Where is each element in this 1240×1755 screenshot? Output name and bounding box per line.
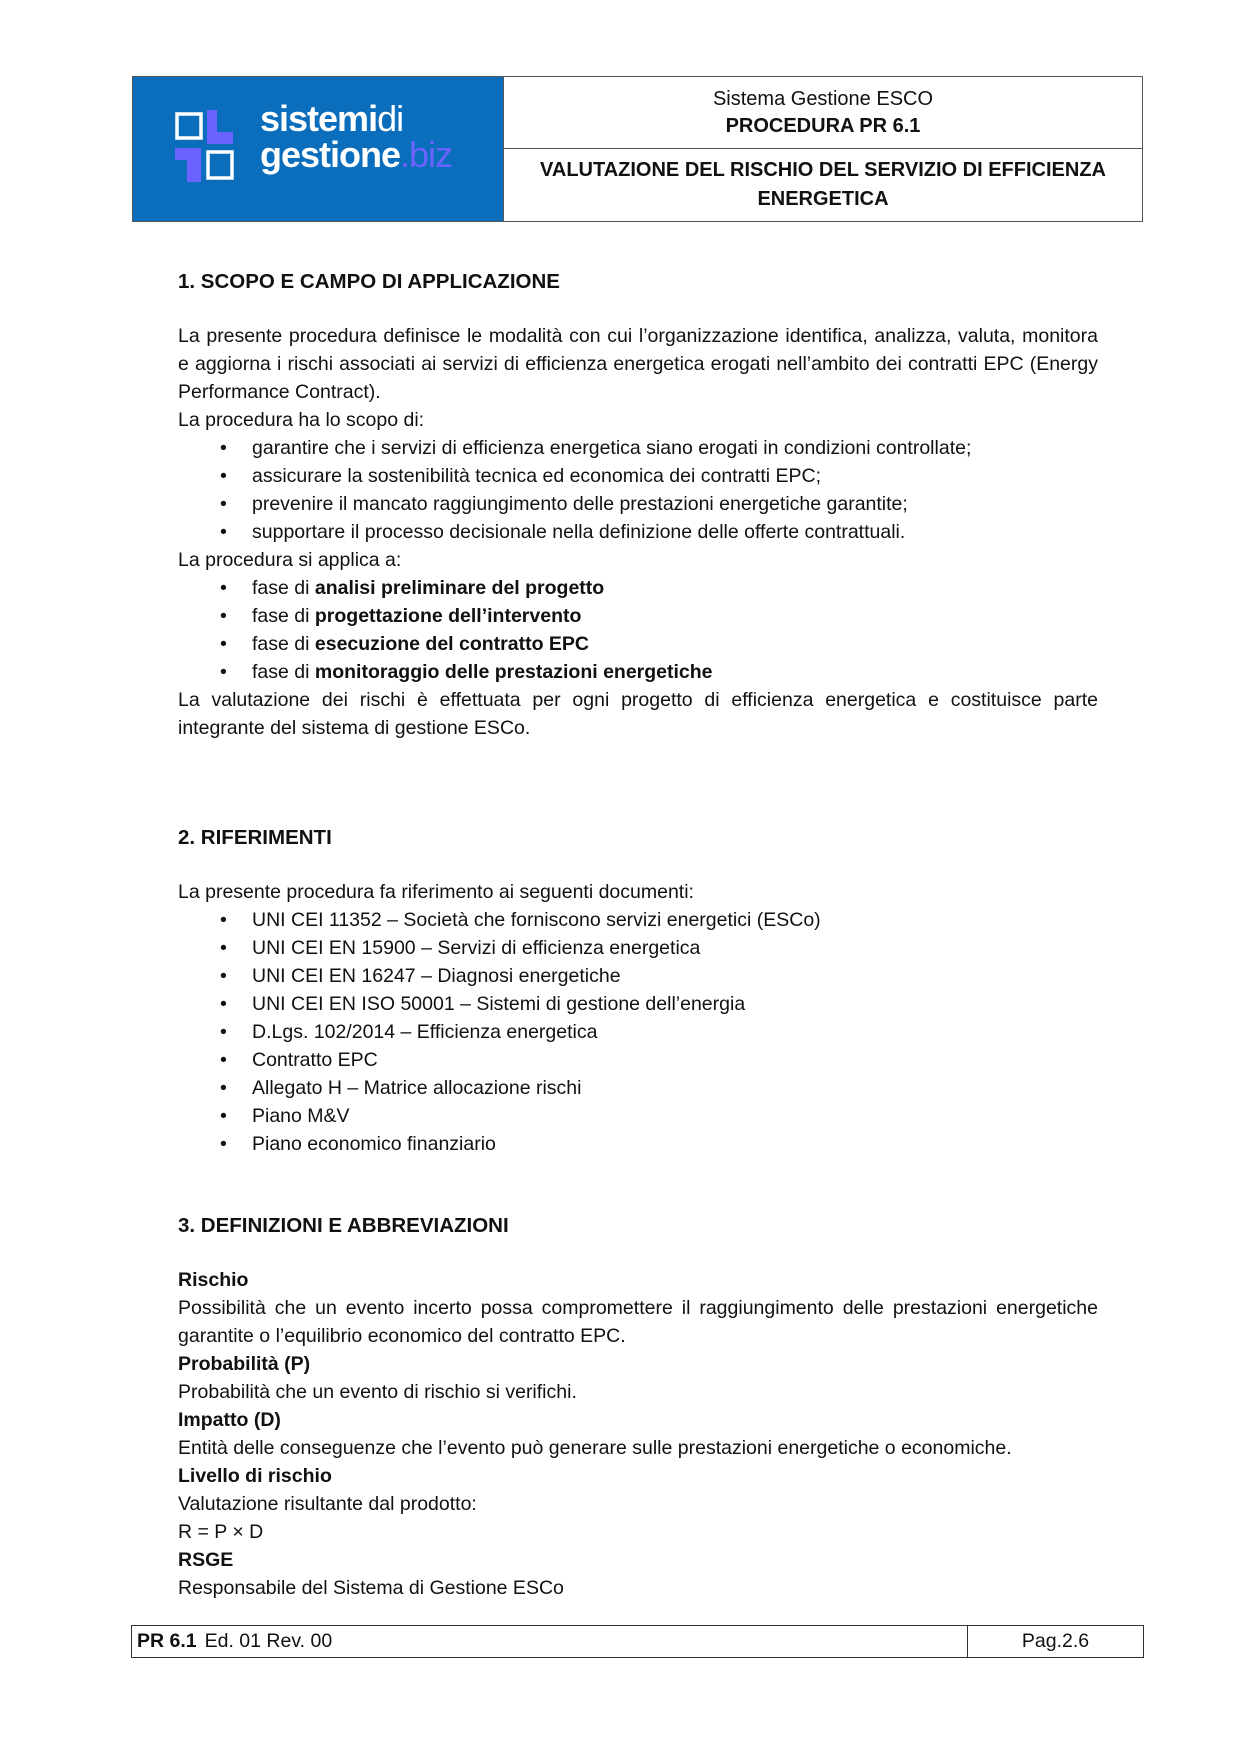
definition-text: Responsabile del Sistema di Gestione ESCo <box>178 1577 564 1599</box>
list-item-emphasis: esecuzione del contratto EPC <box>314 633 590 655</box>
bullet-icon: • <box>220 465 227 487</box>
paragraph: La valutazione dei rischi è effettuata per ogni progetto di efficienza energetica e costituisce parte integrante del sistema di gestione ESCo. <box>178 689 1098 739</box>
risk-formula: R = P × D <box>178 1521 264 1543</box>
bullet-icon: • <box>220 437 227 459</box>
list-item-text: UNI CEI 11352 – Società che forniscono servizi energetici (ESCo) <box>252 909 821 931</box>
logo-squares-icon <box>175 110 245 182</box>
bullet-icon: • <box>220 1133 227 1155</box>
definitions-list <box>178 1266 1098 1602</box>
definition-text: Valutazione risultante dal prodotto: <box>178 1493 477 1515</box>
list-item <box>178 1130 1098 1158</box>
paragraph: La presente procedura fa riferimento ai seguenti documenti: <box>178 881 694 903</box>
footer-procedure-code: PR 6.1 <box>137 1630 197 1652</box>
page-number: Pag.2.6 <box>1021 1630 1090 1652</box>
paragraph: La presente procedura definisce le modalità con cui l’organizzazione identifica, analizza, valuta, monitora e aggiorna i rischi associati ai servizi di efficienza energetica erogati nell’ambito dei contratti EPC (Energy Performance Contract). <box>178 325 1098 403</box>
list-item <box>178 602 1098 630</box>
document-footer <box>131 1625 1144 1658</box>
list-item-prefix: fase di <box>252 661 315 683</box>
bullet-icon: • <box>220 993 227 1015</box>
bullet-icon: • <box>220 937 227 959</box>
list-item-text: supportare il processo decisionale nella definizione delle offerte contrattuali. <box>252 521 906 543</box>
bullet-icon: • <box>220 965 227 987</box>
document-header <box>132 76 1143 222</box>
list-item-prefix: fase di <box>252 577 315 599</box>
list-item <box>178 906 1098 934</box>
list-item-prefix: fase di <box>252 605 315 627</box>
list-item <box>178 1046 1098 1074</box>
list-item-text: Piano economico finanziario <box>252 1133 496 1155</box>
section-heading: 2. RIFERIMENTI <box>178 826 332 849</box>
list-item <box>178 574 1098 602</box>
header-system-cell <box>504 77 1142 149</box>
bullet-icon: • <box>220 1021 227 1043</box>
list-item-emphasis: monitoraggio delle prestazioni energetiche <box>314 661 713 683</box>
list-item-text: assicurare la sostenibilità tecnica ed economica dei contratti EPC; <box>252 465 822 487</box>
applies-list <box>178 574 1098 686</box>
list-item-text: Piano M&V <box>252 1105 350 1127</box>
list-item-text: Allegato H – Matrice allocazione rischi <box>252 1077 582 1099</box>
list-item-prefix: fase di <box>252 633 315 655</box>
list-item <box>178 658 1098 686</box>
list-item <box>178 962 1098 990</box>
list-item <box>178 518 1098 546</box>
list-item-emphasis: progettazione dell’intervento <box>314 605 582 627</box>
list-item-text: garantire che i servizi di efficienza energetica siano erogati in condizioni controllate; <box>252 437 972 459</box>
list-item-text: D.Lgs. 102/2014 – Efficienza energetica <box>252 1021 598 1043</box>
list-item-text: UNI CEI EN 16247 – Diagnosi energetiche <box>252 965 621 987</box>
definition-text: Possibilità che un evento incerto possa compromettere il raggiungimento delle prestazioni energetiche garantite o l’equilibrio economico del contratto EPC. <box>178 1297 1098 1347</box>
section-heading: 3. DEFINIZIONI E ABBREVIAZIONI <box>178 1214 509 1237</box>
list-item <box>178 934 1098 962</box>
definition-term: Livello di rischio <box>178 1465 332 1487</box>
list-item-text: prevenire il mancato raggiungimento delle prestazioni energetiche garantite; <box>252 493 908 515</box>
footer-edition: Ed. 01 Rev. 00 <box>204 1630 333 1652</box>
list-item <box>178 434 1098 462</box>
list-item <box>178 462 1098 490</box>
logo-word-gestione: gestione <box>260 134 401 175</box>
section-heading: 1. SCOPO E CAMPO DI APPLICAZIONE <box>178 270 560 293</box>
logo-word-sistemi: sistemi <box>260 98 378 139</box>
header-title-block <box>504 77 1142 221</box>
list-item <box>178 1102 1098 1130</box>
bullet-icon: • <box>220 521 227 543</box>
logo-word-di: di <box>377 98 404 139</box>
procedure-code: PROCEDURA PR 6.1 <box>725 114 921 137</box>
definition-text: Probabilità che un evento di rischio si verifichi. <box>178 1381 577 1403</box>
bullet-icon: • <box>220 493 227 515</box>
document-body <box>178 265 1098 1602</box>
list-item <box>178 1018 1098 1046</box>
list-item-text: Contratto EPC <box>252 1049 378 1071</box>
list-item <box>178 630 1098 658</box>
references-list <box>178 906 1098 1158</box>
definition-text: Entità delle conseguenze che l’evento può generare sulle prestazioni energetiche o economiche. <box>178 1437 1012 1459</box>
bullet-icon: • <box>220 1077 227 1099</box>
logo-wordmark <box>260 98 453 175</box>
definition-term: RSGE <box>178 1549 234 1571</box>
scope-list <box>178 434 1098 546</box>
definition-term: Rischio <box>178 1269 249 1291</box>
paragraph: La procedura ha lo scopo di: <box>178 409 425 431</box>
system-title: Sistema Gestione ESCO <box>712 87 934 110</box>
list-item-text: UNI CEI EN ISO 50001 – Sistemi di gestione dell’energia <box>252 993 746 1015</box>
list-item <box>178 490 1098 518</box>
bullet-icon: • <box>220 605 227 627</box>
bullet-icon: • <box>220 1049 227 1071</box>
company-logo <box>133 77 504 221</box>
bullet-icon: • <box>220 577 227 599</box>
list-item-emphasis: analisi preliminare del progetto <box>314 577 605 599</box>
footer-revision-cell <box>132 1626 968 1657</box>
list-item <box>178 1074 1098 1102</box>
definition-term: Probabilità (P) <box>178 1353 311 1375</box>
list-item-text: UNI CEI EN 15900 – Servizi di efficienza energetica <box>252 937 701 959</box>
definition-term: Impatto (D) <box>178 1409 281 1431</box>
document-title: VALUTAZIONE DEL RISCHIO DEL SERVIZIO DI EFFICIENZA ENERGETICA <box>540 159 1106 210</box>
bullet-icon: • <box>220 661 227 683</box>
bullet-icon: • <box>220 633 227 655</box>
logo-word-biz: .biz <box>400 134 453 175</box>
bullet-icon: • <box>220 1105 227 1127</box>
paragraph: La procedura si applica a: <box>178 549 402 571</box>
list-item <box>178 990 1098 1018</box>
bullet-icon: • <box>220 909 227 931</box>
